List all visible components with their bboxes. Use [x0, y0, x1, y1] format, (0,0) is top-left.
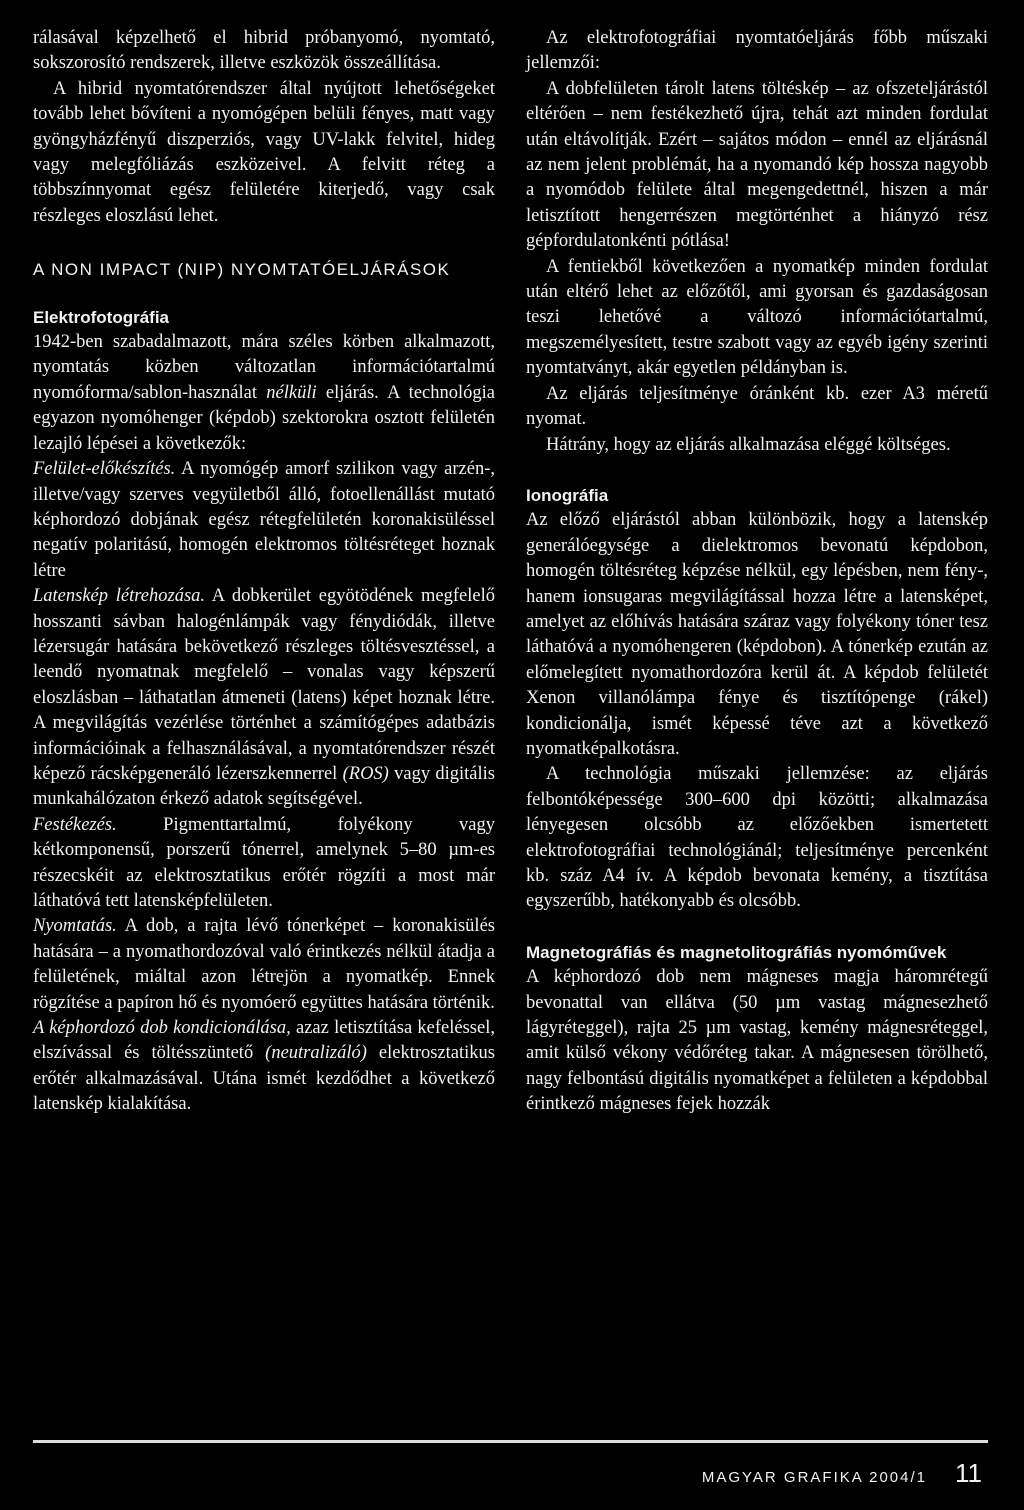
paragraph: A technológia műszaki jellemzése: az eljárás felbontóképessége 300–600 dpi közötti; alkalmazása lényegesen olcsóbb az előzőekben ismertetett elektrofotográfiai technológiánál; teljesítménye percenként kb. száz A4 ív. A képdob bevonata kemény, a tisztítása egyszerűbb, hatékonyabb és olcsóbb. — [526, 764, 988, 912]
paragraph: A képhordozó dob nem mágneses magja háromrétegű bevonattal van ellátva (50 µm vastag mágnesezhető lágyréteggel), rajta 25 µm vastag, kemény mágnesréteggel, amit külső vékony védőréteg takar. A mágnesesen törölhető, nagy felbontású digitális nyomatképet a felületen a képdobbal érintkező mágneses fejek hozzák — [526, 967, 988, 1115]
text: elektrosztatikus erőtér alkalmazásával. Utána ismét kezdődhet a következő latenskép kialakítása. — [33, 1043, 495, 1115]
paragraph — [33, 1016, 495, 1118]
footer-rule — [33, 1440, 988, 1443]
paragraph: A fentiekből következően a nyomatkép minden fordulat után eltérő lehet az előzőtől, ami gyorsan és gazdaságosan teszi lehetővé a változó információtartalmú, megszemélyesített, testre szabott vagy az egyéb igény szerinti nyomtatványt, akár egyetlen példányban is. — [526, 256, 988, 379]
paragraph: Az előző eljárástól abban különbözik, hogy a latenskép generálóegysége a dielektromos bevonatú képdobon, homogén töltésréteg képzése nélkül, egy lépésben, nem fény-, hanem ionsugaras megvilágítással hozza létre a latensképet, amelyet az előhívás hatására száraz vagy folyékony tóner tesz láthatóvá a nyomóhengeren (képdobon). A tónerkép ezután az előmelegített nyomathordozóra kerül át. A képdob felületét Xenon villanólámpa fénye és tisztítópenge (rákel) kondicionálja, ismét képessé téve azt a következő nyomatképalkotásra. — [526, 510, 988, 759]
paragraph — [33, 584, 495, 813]
page-footer — [702, 1458, 982, 1489]
paragraph — [33, 813, 495, 915]
paragraph: A dobfelületen tárolt latens töltéskép – az ofszeteljárástól eltérően – nem festékezhető újra, tehát azt minden fordulat után eltávolítják. Ezért – sajátos módon – ennél az eljárásnál az nem jelent problémát, ha a nyomandó kép hossza nagyobb a nyomódob felülete által megengedettnél, hiszen a már letisztított hengerrészen megtörténhet a hiányzó rész gépfordulatonkénti pótlása! — [526, 78, 988, 252]
italic-text: nélküli — [266, 382, 317, 403]
italic-text: A képhordozó dob kondicionálása, — [33, 1018, 291, 1039]
italic-text: Felület-előkészítés. — [33, 459, 176, 480]
text: azaz letisztítása kefeléssel, elszívással és töltésszüntető — [33, 1018, 495, 1064]
paragraph: Az elektrofotográfiai nyomtatóeljárás főbb műszaki jellemzői: — [526, 28, 988, 74]
paragraph — [33, 330, 495, 457]
text: 1942-ben szabadalmazott, mára széles körben alkalmazott, nyomtatás közben változatlan információtartalmú nyomóforma/sablon-használat — [33, 332, 495, 403]
text: A nyomógép amorf szilikon vagy arzén-, illetve/vagy szerves vegyületből álló, fotoellenállást mutató képhordozó dobjának egész rétegfelületén koronakisüléssel negatív polaritású, homogén elektromos töltésréteget hoznak létre — [33, 459, 495, 581]
paragraph — [33, 914, 495, 1016]
left-column — [33, 26, 495, 1118]
italic-text: Nyomtatás. — [33, 916, 117, 937]
section-title: A NON IMPACT (NIP) NYOMTATÓELJÁRÁSOK — [33, 260, 451, 280]
subheading-magnetography: Magnetográfiás és magnetolitográfiás nyomóművek — [526, 942, 947, 962]
magazine-issue: MAGYAR GRAFIKA 2004/1 — [701, 1469, 927, 1486]
text: A dobkerület egyötödének megfelelő hosszanti sávban halogénlámpák vagy fénydiódák, illetve lézersugár hatására bekövetkező részleges töltésvesztéssel, a leendő nyomatnak megfelelő – vonalas vagy képszerű eloszlásban – láthatatlan átmeneti (latens) képet hoznak létre. A megvilágítás vezérlése történhet a számítógépes adatbázis információinak a felhasználásával, a nyomtatórendszer részét képező rácsképgeneráló lézerszkennerrel — [33, 586, 495, 784]
text: Pigmenttartalmú, folyékony vagy kétkomponensű, porszerű tónerrel, amelynek 5–80 µm-es részecskéit az elektrosztatikus erőtér rögzíti a most már láthatóvá tett latensképfelületen. — [33, 814, 495, 911]
text: vagy digitális munkahálózaton érkező adatok segítségével. — [33, 763, 495, 810]
text: A dob, a rajta lévő tónerképet – koronakisülés hatására – a nyomathordozóval való érintkezés nélkül átadja a felületének, miáltal azon létrejön a nyomatkép. Ennek rögzítése a papíron hő és nyomóerő együttes hatására történik. — [33, 916, 495, 1013]
italic-text: (ROS) — [342, 763, 389, 784]
page-number: 11 — [955, 1458, 982, 1488]
paragraph: Az eljárás teljesítménye óránként kb. ezer A3 méretű nyomat. — [526, 383, 988, 430]
paragraph — [33, 457, 495, 584]
paragraph: Hátrány, hogy az eljárás alkalmazása eléggé költséges. — [546, 434, 951, 455]
paragraph: A hibrid nyomtatórendszer által nyújtott lehetőségeket tovább lehet bővíteni a nyomógépen belüli fényes, matt vagy gyöngyházfényű diszperziós, vagy UV-lakk felvitel, hideg vagy melegfóliázás eszközeivel. A felvitt réteg a többszínnyomat egész felületére kiterjedő, vagy csak részleges eloszlású lehet. — [33, 78, 495, 226]
italic-text: Latenskép létrehozása. — [33, 586, 206, 607]
subheading-ionography: Ionográfia — [526, 485, 609, 505]
paragraph: rálasával képzelhető el hibrid próbanyomó, nyomtató, sokszorosító rendszerek, illetve eszközök összeállítása. — [33, 28, 495, 74]
italic-text: (neutralizáló) — [265, 1043, 367, 1064]
subheading-electrophotography: Elektrofotográfia — [33, 307, 170, 327]
text: eljárás. A technológia egyazon nyomóhenger (képdob) szektorokra osztott felületén lezajló lépései a következők: — [33, 382, 495, 454]
italic-text: Festékezés. — [33, 814, 117, 835]
right-column — [526, 26, 988, 1118]
